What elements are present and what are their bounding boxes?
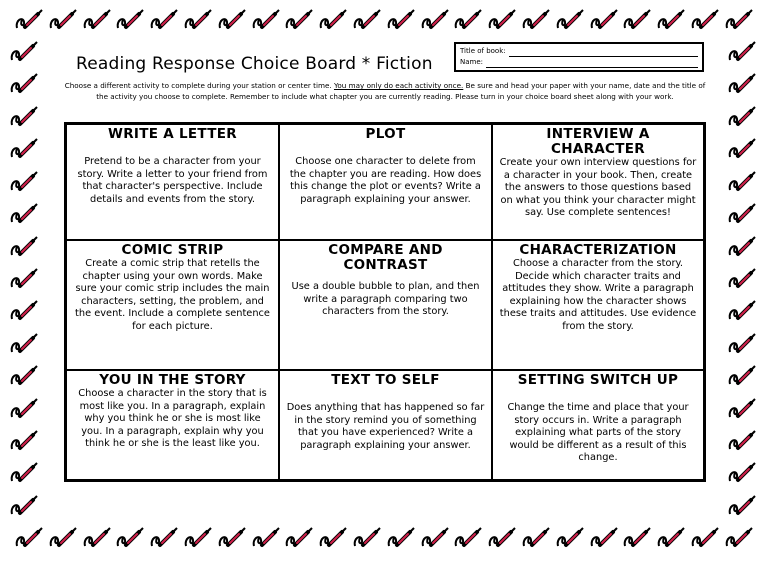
pen-scribble-icon bbox=[727, 299, 757, 325]
activity-description: Pretend to be a character from your story. Write a letter to your friend from that character's perspective. Include details and events from the story. bbox=[77, 156, 268, 205]
top-border bbox=[0, 2, 768, 40]
activity-description: Choose a character from the story. Decide which character traits and attitudes they show. Write a paragraph explaining how the character shows these traits and attitudes. Use evidence from the story. bbox=[499, 258, 697, 332]
pen-scribble-icon bbox=[318, 526, 348, 552]
title-of-book-label: Title of book: bbox=[460, 47, 506, 55]
pen-scribble-icon bbox=[9, 494, 39, 520]
activity-grid bbox=[64, 122, 706, 482]
pen-scribble-icon bbox=[727, 202, 757, 228]
pen-scribble-icon bbox=[9, 105, 39, 131]
activity-heading: TEXT TO SELF bbox=[331, 372, 440, 388]
pen-scribble-icon bbox=[727, 137, 757, 163]
pen-scribble-icon bbox=[9, 429, 39, 455]
activity-cell-plot bbox=[279, 124, 492, 240]
instructions-part1: Choose a different activity to complete during your station or center time. bbox=[64, 81, 334, 90]
pen-scribble-icon bbox=[555, 8, 585, 34]
pen-scribble-icon bbox=[727, 429, 757, 455]
pen-scribble-icon bbox=[724, 526, 754, 552]
pen-scribble-icon bbox=[9, 40, 39, 66]
pen-scribble-icon bbox=[727, 170, 757, 196]
pen-scribble-icon bbox=[183, 526, 213, 552]
pen-scribble-icon bbox=[656, 526, 686, 552]
pen-scribble-icon bbox=[9, 461, 39, 487]
pen-scribble-icon bbox=[9, 267, 39, 293]
activity-heading: COMIC STRIP bbox=[121, 242, 224, 258]
instructions bbox=[64, 81, 706, 102]
pen-scribble-icon bbox=[727, 267, 757, 293]
pen-scribble-icon bbox=[420, 8, 450, 34]
name-box bbox=[454, 42, 704, 72]
pen-scribble-icon bbox=[622, 8, 652, 34]
pen-scribble-icon bbox=[724, 8, 754, 34]
activity-cell-you-in-the-story bbox=[66, 370, 279, 480]
page-title: Reading Response Choice Board * Fiction bbox=[76, 54, 433, 74]
pen-scribble-icon bbox=[217, 526, 247, 552]
activity-heading: INTERVIEW A CHARACTER bbox=[546, 126, 650, 157]
pen-scribble-icon bbox=[284, 526, 314, 552]
pen-scribble-icon bbox=[487, 526, 517, 552]
bottom-border bbox=[0, 520, 768, 558]
pen-scribble-icon bbox=[589, 526, 619, 552]
left-border bbox=[4, 40, 44, 520]
activity-heading: PLOT bbox=[365, 126, 406, 142]
activity-cell-setting-switch-up bbox=[492, 370, 704, 480]
instructions-underlined: You may only do each activity once. bbox=[333, 81, 464, 90]
pen-scribble-icon bbox=[9, 364, 39, 390]
pen-scribble-icon bbox=[727, 332, 757, 358]
activity-cell-text-to-self bbox=[279, 370, 492, 480]
pen-scribble-icon bbox=[284, 8, 314, 34]
activity-description: Does anything that has happened so far in the story remind you of something that you have experienced? Write a paragraph explaining your answer. bbox=[286, 402, 485, 451]
pen-scribble-icon bbox=[9, 202, 39, 228]
pen-scribble-icon bbox=[149, 8, 179, 34]
pen-scribble-icon bbox=[9, 397, 39, 423]
right-border bbox=[722, 40, 762, 520]
activity-heading: WRITE A LETTER bbox=[108, 126, 237, 142]
pen-scribble-icon bbox=[656, 8, 686, 34]
pen-scribble-icon bbox=[9, 332, 39, 358]
pen-scribble-icon bbox=[420, 526, 450, 552]
activity-description: Choose one character to delete from the chapter you are reading. How does this change the plot or events? Write a paragraph explaining your answer. bbox=[289, 156, 482, 205]
pen-scribble-icon bbox=[727, 72, 757, 98]
pen-scribble-icon bbox=[622, 526, 652, 552]
pen-scribble-icon bbox=[9, 170, 39, 196]
activity-cell-write-a-letter bbox=[66, 124, 279, 240]
pen-scribble-icon bbox=[82, 526, 112, 552]
pen-scribble-icon bbox=[386, 8, 416, 34]
activity-cell-comic-strip bbox=[66, 240, 279, 370]
activity-heading: SETTING SWITCH UP bbox=[517, 372, 679, 388]
activity-cell-interview-a-character bbox=[492, 124, 704, 240]
pen-scribble-icon bbox=[690, 526, 720, 552]
activity-heading: COMPARE AND CONTRAST bbox=[328, 242, 443, 273]
activity-heading: CHARACTERIZATION bbox=[519, 242, 677, 258]
pen-scribble-icon bbox=[9, 299, 39, 325]
pen-scribble-icon bbox=[727, 235, 757, 261]
activity-description: Use a double bubble to plan, and then write a paragraph comparing two characters from the story. bbox=[291, 281, 480, 318]
pen-scribble-icon bbox=[727, 397, 757, 423]
pen-scribble-icon bbox=[48, 526, 78, 552]
pen-scribble-icon bbox=[521, 526, 551, 552]
pen-scribble-icon bbox=[453, 8, 483, 34]
pen-scribble-icon bbox=[48, 8, 78, 34]
pen-scribble-icon bbox=[727, 40, 757, 66]
pen-scribble-icon bbox=[727, 494, 757, 520]
pen-scribble-icon bbox=[453, 526, 483, 552]
pen-scribble-icon bbox=[115, 8, 145, 34]
pen-scribble-icon bbox=[727, 105, 757, 131]
name-field[interactable] bbox=[486, 59, 698, 68]
activity-heading: YOU IN THE STORY bbox=[99, 372, 246, 388]
pen-scribble-icon bbox=[487, 8, 517, 34]
name-label: Name: bbox=[460, 58, 484, 66]
pen-scribble-icon bbox=[521, 8, 551, 34]
pen-scribble-icon bbox=[251, 8, 281, 34]
pen-scribble-icon bbox=[251, 526, 281, 552]
activity-description: Choose a character in the story that is most like you. In a paragraph, explain why you think he or she is most like you. In a paragraph, explain why you think he or she is the least like you. bbox=[78, 388, 267, 450]
activity-description: Create your own interview questions for a character in your book. Then, create the answers to those questions based on what you think your character might say. Use complete sentences! bbox=[499, 157, 697, 219]
pen-scribble-icon bbox=[386, 526, 416, 552]
activity-cell-compare-and-contrast bbox=[279, 240, 492, 370]
activity-cell-characterization bbox=[492, 240, 704, 370]
pen-scribble-icon bbox=[352, 8, 382, 34]
pen-scribble-icon bbox=[9, 72, 39, 98]
pen-scribble-icon bbox=[217, 8, 247, 34]
pen-scribble-icon bbox=[183, 8, 213, 34]
pen-scribble-icon bbox=[115, 526, 145, 552]
pen-scribble-icon bbox=[9, 235, 39, 261]
pen-scribble-icon bbox=[9, 137, 39, 163]
instructions-part2: Be sure and head your paper with your name, date and the title of the activity you choose to complete. Remember to include what chapter you are currently reading. Please turn in your choice board sheet along with your work. bbox=[96, 81, 706, 101]
choice-board-sheet bbox=[64, 40, 706, 500]
pen-scribble-icon bbox=[318, 8, 348, 34]
title-of-book-field[interactable] bbox=[509, 48, 698, 57]
activity-description: Change the time and place that your story occurs in. Write a paragraph explaining what parts of the story would be different as a result of this change. bbox=[507, 402, 689, 464]
pen-scribble-icon bbox=[727, 461, 757, 487]
pen-scribble-icon bbox=[149, 526, 179, 552]
pen-scribble-icon bbox=[589, 8, 619, 34]
activity-description: Create a comic strip that retells the chapter using your own words. Make sure your comic strip includes the main characters, setting, the problem, and the event. Include a complete sentence for each picture. bbox=[75, 258, 270, 332]
pen-scribble-icon bbox=[14, 526, 44, 552]
pen-scribble-icon bbox=[727, 364, 757, 390]
pen-scribble-icon bbox=[690, 8, 720, 34]
pen-scribble-icon bbox=[352, 526, 382, 552]
pen-scribble-icon bbox=[14, 8, 44, 34]
pen-scribble-icon bbox=[555, 526, 585, 552]
pen-scribble-icon bbox=[82, 8, 112, 34]
